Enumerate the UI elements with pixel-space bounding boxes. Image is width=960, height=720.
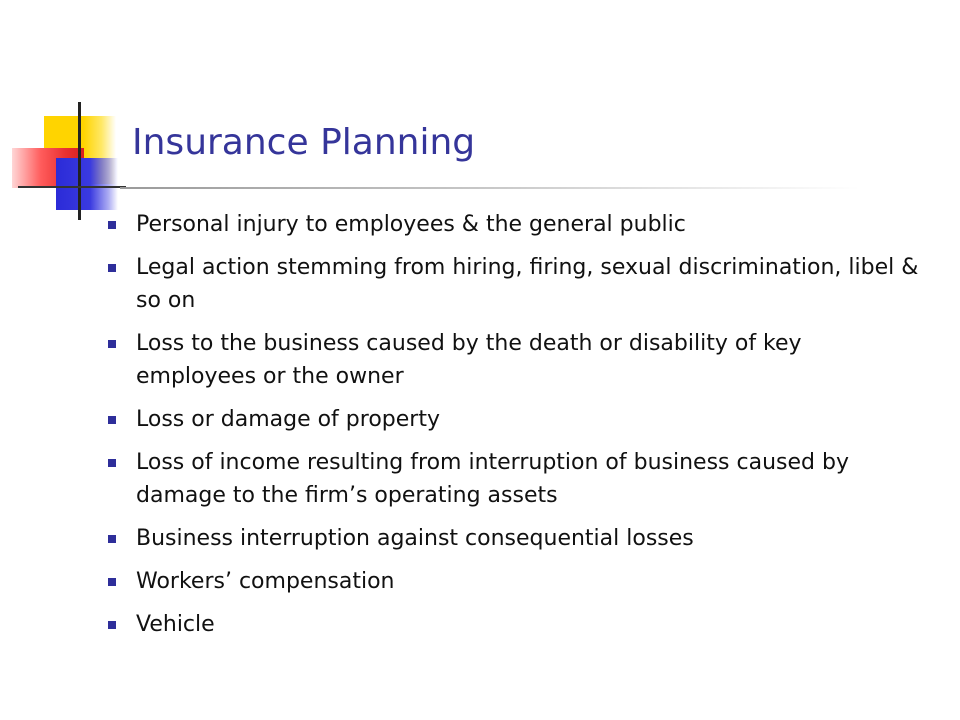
square-bullet-icon (108, 264, 116, 272)
bullet-item (100, 251, 920, 317)
bullet-text: Vehicle (136, 612, 215, 637)
bullet-text: Business interruption against consequential losses (136, 526, 694, 551)
bullet-item (100, 208, 920, 241)
decorative-vertical-line (78, 102, 81, 220)
bullet-text: Legal action stemming from hiring, firing, sexual discrimination, libel & so on (136, 255, 919, 313)
title-underline (120, 187, 860, 189)
decorative-blue-square (56, 158, 118, 210)
bullet-item (100, 446, 920, 512)
square-bullet-icon (108, 416, 116, 424)
bullet-text: Workers’ compensation (136, 569, 395, 594)
square-bullet-icon (108, 621, 116, 629)
bullet-text: Loss or damage of property (136, 407, 440, 432)
slide-title: Insurance Planning (132, 122, 476, 163)
bullet-item (100, 403, 920, 436)
bullet-text: Loss of income resulting from interruption of business caused by damage to the firm’s operating assets (136, 450, 849, 508)
bullet-text: Personal injury to employees & the general public (136, 212, 686, 237)
bullet-item (100, 522, 920, 555)
bullet-item (100, 327, 920, 393)
bullet-text: Loss to the business caused by the death or disability of key employees or the owner (136, 331, 802, 389)
square-bullet-icon (108, 578, 116, 586)
square-bullet-icon (108, 340, 116, 348)
bullet-list (100, 208, 920, 651)
square-bullet-icon (108, 535, 116, 543)
square-bullet-icon (108, 459, 116, 467)
decorative-horizontal-line (18, 186, 126, 188)
bullet-item (100, 608, 920, 641)
square-bullet-icon (108, 221, 116, 229)
bullet-item (100, 565, 920, 598)
